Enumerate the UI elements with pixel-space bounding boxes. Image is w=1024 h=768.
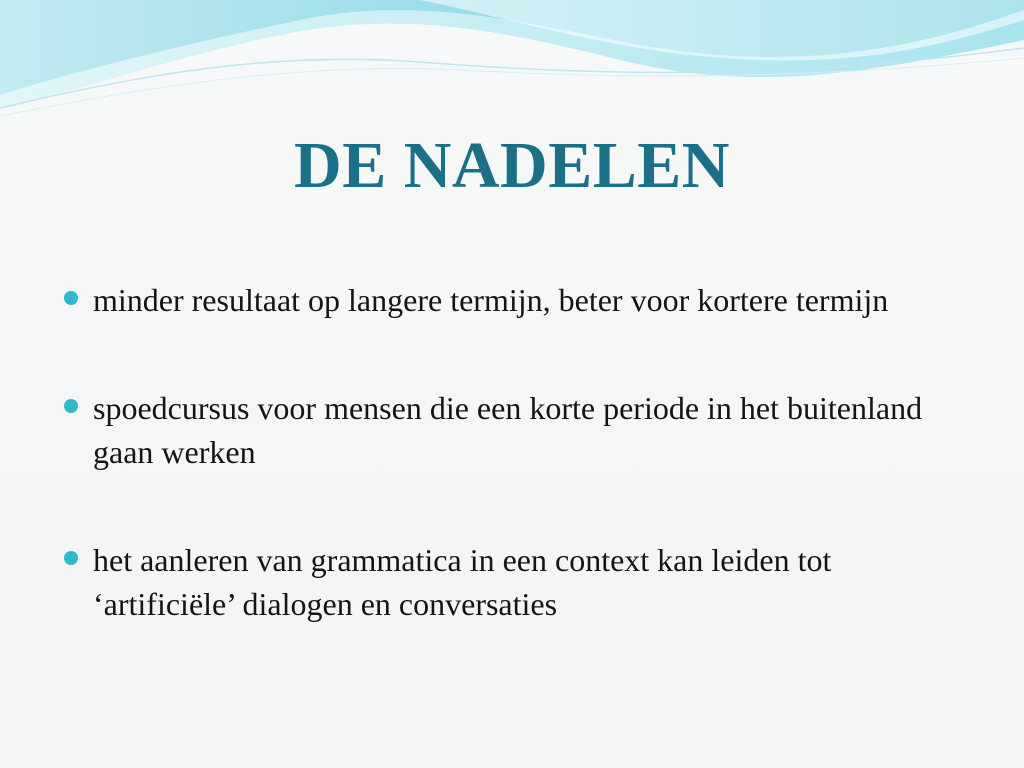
bullet-dot-icon	[64, 399, 78, 413]
bullet-dot-icon	[64, 291, 78, 305]
bullet-text: minder resultaat op langere termijn, beter voor kortere termijn	[93, 282, 889, 318]
bullet-text: het aanleren van grammatica in een context kan leiden tot ‘artificiële’ dialogen en conversaties	[93, 542, 832, 622]
bullet-text: spoedcursus voor mensen die een korte periode in het buitenland gaan werken	[93, 390, 923, 470]
bullet-item	[62, 538, 972, 626]
slide-title: DE NADELEN	[294, 129, 730, 202]
bullet-list	[62, 278, 972, 690]
header-wave-decoration	[0, 0, 1024, 130]
bullet-item	[62, 278, 972, 322]
bullet-dot-icon	[64, 551, 78, 565]
bullet-item	[62, 386, 972, 474]
